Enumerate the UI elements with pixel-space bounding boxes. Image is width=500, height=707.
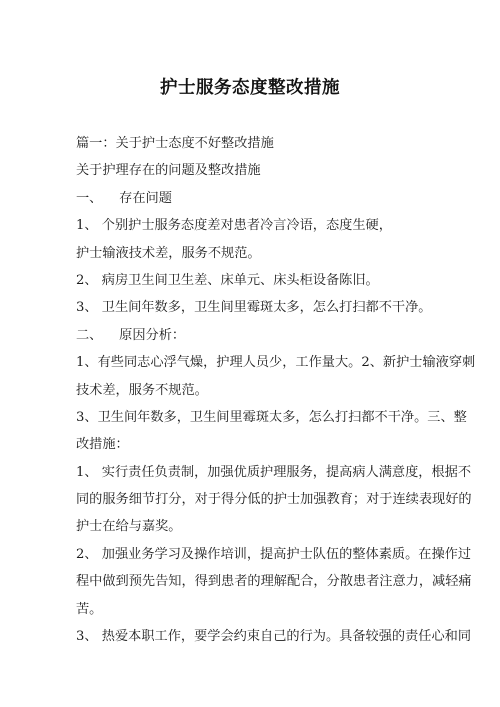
text-line: 篇一：关于护士态度不好整改措施 [76, 136, 274, 151]
text-line: 1、 个别护士服务态度差对患者冷言冷语，态度生硬， [76, 218, 392, 234]
text-line: 3、 热爱本职工作，要学会约束自己的行为。具备较强的责任心和同 [76, 629, 472, 645]
text-line: 1、 实行责任负责制，加强优质护理服务，提高病人满意度，根据不 [76, 464, 472, 480]
text-line: 2、 病房卫生间卫生差、床单元、床头柜设备陈旧。 [76, 272, 379, 288]
text-line: 同的服务细节打分，对于得分低的护士加强教育；对于连续表现好的 [76, 492, 472, 508]
section-heading: 一、 存在问题 [76, 190, 172, 206]
document-body [76, 130, 476, 650]
text-line: 护士在给与嘉奖。 [76, 519, 182, 535]
text-line: 程中做到预先告知，得到患者的理解配合，分散患者注意力，减轻痛 [76, 574, 472, 590]
text-line: 技术差，服务不规范。 [76, 382, 208, 398]
text-line: 3、 卫生间年数多，卫生间里霉斑太多，怎么打扫都不干净。 [76, 300, 432, 316]
document-title: 护士服务态度整改措施 [160, 78, 340, 98]
text-line: 3、卫生间年数多，卫生间里霉斑太多，怎么打扫都不干净。三、整 [76, 409, 467, 425]
text-line: 2、 加强业务学习及操作培训，提高护士队伍的整体素质。在操作过 [76, 546, 472, 562]
text-line: 改措施： [76, 437, 129, 453]
section-heading: 二、 原因分析： [76, 327, 186, 343]
text-line: 关于护理存在的问题及整改措施 [76, 163, 261, 179]
text-line: 1、有些同志心浮气燥，护理人员少，工作量大。2、新护士输液穿刺 [76, 355, 476, 371]
text-line: 护士输液技术差，服务不规范。 [76, 245, 261, 261]
text-line: 苦。 [76, 601, 103, 617]
